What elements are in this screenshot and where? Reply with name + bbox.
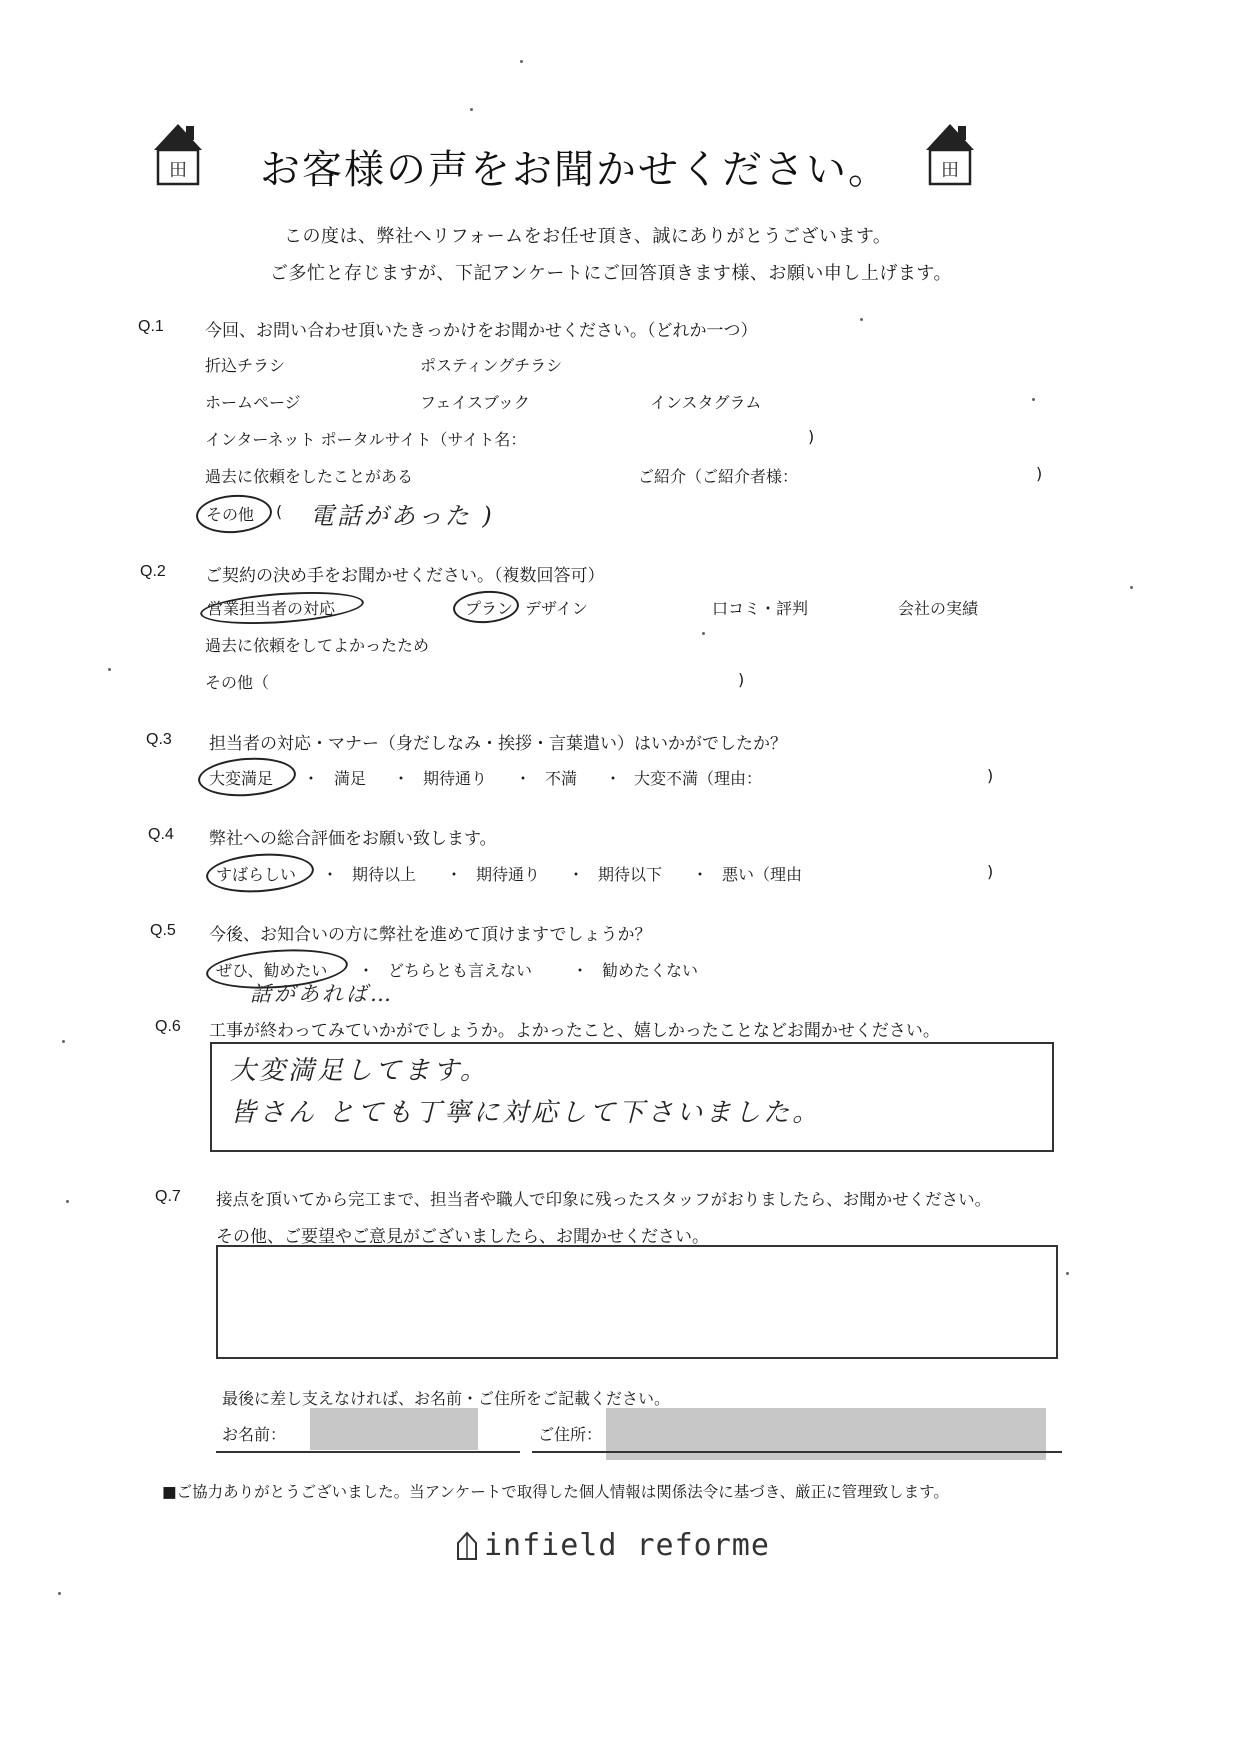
q2-option-past-good[interactable]: 過去に依頼をしてよかったため xyxy=(205,636,430,655)
house-icon xyxy=(920,118,980,188)
logo-house-icon xyxy=(456,1531,478,1561)
q5-separator: ・ xyxy=(572,961,589,980)
q1-other-open-paren: ( xyxy=(276,502,283,521)
q1-option-homepage[interactable]: ホームページ xyxy=(205,393,301,412)
page-title: お客様の声をお聞かせください。 xyxy=(260,147,890,193)
q4-option-below-expectation[interactable]: 期待以下 xyxy=(598,865,663,884)
q3-separator: ・ xyxy=(515,769,532,788)
footer-lead: 最後に差し支えなければ、お名前・ご住所をご記載ください。 xyxy=(222,1389,671,1408)
q5-option-definitely[interactable]: ぜひ、勧めたい xyxy=(216,961,328,980)
q3-option-very-satisfied[interactable]: 大変満足 xyxy=(209,769,274,788)
q1-option-posting[interactable]: ポスティングチラシ xyxy=(420,356,563,375)
q4-close-paren: ) xyxy=(987,862,994,881)
scan-speck xyxy=(1130,586,1133,589)
scan-speck xyxy=(66,1200,69,1203)
house-icon xyxy=(148,118,208,188)
name-redacted xyxy=(310,1408,478,1450)
privacy-notice: ■ご協力ありがとうございました。当アンケートで取得した個人情報は関係法令に基づき、厳正に管理致します。 xyxy=(162,1483,949,1501)
q7-answer-box[interactable] xyxy=(216,1245,1058,1359)
q2-option-track-record[interactable]: 会社の実績 xyxy=(898,599,979,618)
intro-line-1: この度は、弊社へリフォームをお任せ頂き、誠にありがとうございます。 xyxy=(284,226,892,247)
q3-option-as-expected[interactable]: 期待通り xyxy=(423,769,488,788)
scan-speck xyxy=(470,108,473,111)
q4-option-excellent[interactable]: すばらしい xyxy=(216,865,297,884)
q2-option-other[interactable]: その他（ xyxy=(205,673,270,692)
q1-option-flyer[interactable]: 折込チラシ xyxy=(205,356,286,375)
q4-separator: ・ xyxy=(446,865,463,884)
scan-speck xyxy=(520,60,523,63)
q5-option-neither[interactable]: どちらとも言えない xyxy=(388,961,533,980)
q4-option-above-expectation[interactable]: 期待以上 xyxy=(352,865,417,884)
svg-text:田: 田 xyxy=(941,160,959,181)
q4-option-as-expected[interactable]: 期待通り xyxy=(476,865,541,884)
q1-option-other[interactable]: その他 xyxy=(206,505,255,524)
scan-speck xyxy=(58,1592,61,1595)
q1-portal-close-paren: ) xyxy=(808,427,815,446)
q6-question: 工事が終わってみていかがでしょうか。よかったこと、嬉しかったことなどお聞かせください。 xyxy=(209,1021,940,1041)
q3-option-satisfied[interactable]: 満足 xyxy=(334,769,367,788)
q2-question: ご契約の決め手をお聞かせください。（複数回答可） xyxy=(205,566,605,586)
q1-referral-close-paren: ) xyxy=(1036,464,1043,483)
q2-option-reviews[interactable]: 口コミ・評判 xyxy=(712,599,809,618)
q4-separator: ・ xyxy=(692,865,709,884)
name-underline xyxy=(216,1451,520,1453)
svg-text:田: 田 xyxy=(169,160,187,181)
q3-option-dissatisfied[interactable]: 不満 xyxy=(545,769,578,788)
scan-speck xyxy=(702,632,705,635)
company-logo xyxy=(456,1528,770,1563)
q7-question: 接点を頂いてから完工まで、担当者や職人で印象に残ったスタッフがおりましたら、お聞かせください。 xyxy=(216,1190,992,1209)
q4-separator: ・ xyxy=(322,865,339,884)
q2-option-staff[interactable]: 営業担当者の対応 xyxy=(207,599,336,618)
q3-close-paren: ) xyxy=(987,766,994,785)
q5-option-would-not[interactable]: 勧めたくない xyxy=(602,961,699,980)
q5-question: 今後、お知合いの方に弊社を進めて頂けますでしょうか？ xyxy=(209,925,652,945)
q3-separator: ・ xyxy=(393,769,410,788)
q6-answer-line-1: 大変満足してます。 xyxy=(230,1056,489,1086)
q2-option-plan[interactable]: プラン xyxy=(465,599,514,618)
address-label: ご住所： xyxy=(538,1425,603,1444)
q1-option-referral[interactable]: ご紹介（ご紹介者様： xyxy=(638,467,799,486)
q4-separator: ・ xyxy=(568,865,585,884)
q6-number: Q.6 xyxy=(155,1018,181,1035)
q7-question-2: その他、ご要望やご意見がございましたら、お聞かせください。 xyxy=(216,1227,709,1247)
q3-question: 担当者の対応・マナー（身だしなみ・挨拶・言葉遣い）はいかがでしたか？ xyxy=(209,734,787,754)
q1-option-past-client[interactable]: 過去に依頼をしたことがある xyxy=(205,467,414,486)
q1-question: 今回、お問い合わせ頂いたきっかけをお聞かせください。（どれか一つ） xyxy=(205,321,758,341)
q3-option-very-dissatisfied[interactable]: 大変不満（理由： xyxy=(634,769,763,788)
q6-answer-line-2: 皆さん とても丁寧に対応して下さいました。 xyxy=(230,1098,822,1128)
q1-option-instagram[interactable]: インスタグラム xyxy=(650,393,762,412)
q3-separator: ・ xyxy=(303,769,320,788)
q3-number: Q.3 xyxy=(146,731,172,748)
q4-number: Q.4 xyxy=(148,826,174,843)
q4-question: 弊社への総合評価をお願い致します。 xyxy=(209,829,497,849)
q1-number: Q.1 xyxy=(138,318,164,335)
logo-text: infield reforme xyxy=(484,1528,770,1563)
q7-number: Q.7 xyxy=(155,1188,181,1205)
scan-speck xyxy=(108,668,111,671)
scan-speck xyxy=(860,318,863,321)
scan-speck xyxy=(62,1040,65,1043)
q5-handwritten-note: 話があれば… xyxy=(250,982,394,1006)
q1-handwritten-answer: 電話があった ) xyxy=(310,502,495,530)
name-label: お名前： xyxy=(222,1425,287,1444)
q5-number: Q.5 xyxy=(150,922,176,939)
q1-option-portal[interactable]: インターネット ポータルサイト（サイト名： xyxy=(205,430,527,449)
address-underline xyxy=(532,1451,1062,1453)
q3-separator: ・ xyxy=(605,769,622,788)
q1-option-facebook[interactable]: フェイスブック xyxy=(420,393,530,412)
q2-option-design[interactable]: デザイン xyxy=(525,599,588,618)
q2-other-close-paren: ) xyxy=(738,670,745,689)
q5-separator: ・ xyxy=(358,961,375,980)
q4-option-bad[interactable]: 悪い（理由 xyxy=(722,865,803,884)
scan-speck xyxy=(1032,398,1035,401)
intro-line-2: ご多忙と存じますが、下記アンケートにご回答頂きます様、お願い申し上げます。 xyxy=(270,263,952,284)
scan-speck xyxy=(1066,1272,1069,1275)
q2-number: Q.2 xyxy=(140,563,166,580)
